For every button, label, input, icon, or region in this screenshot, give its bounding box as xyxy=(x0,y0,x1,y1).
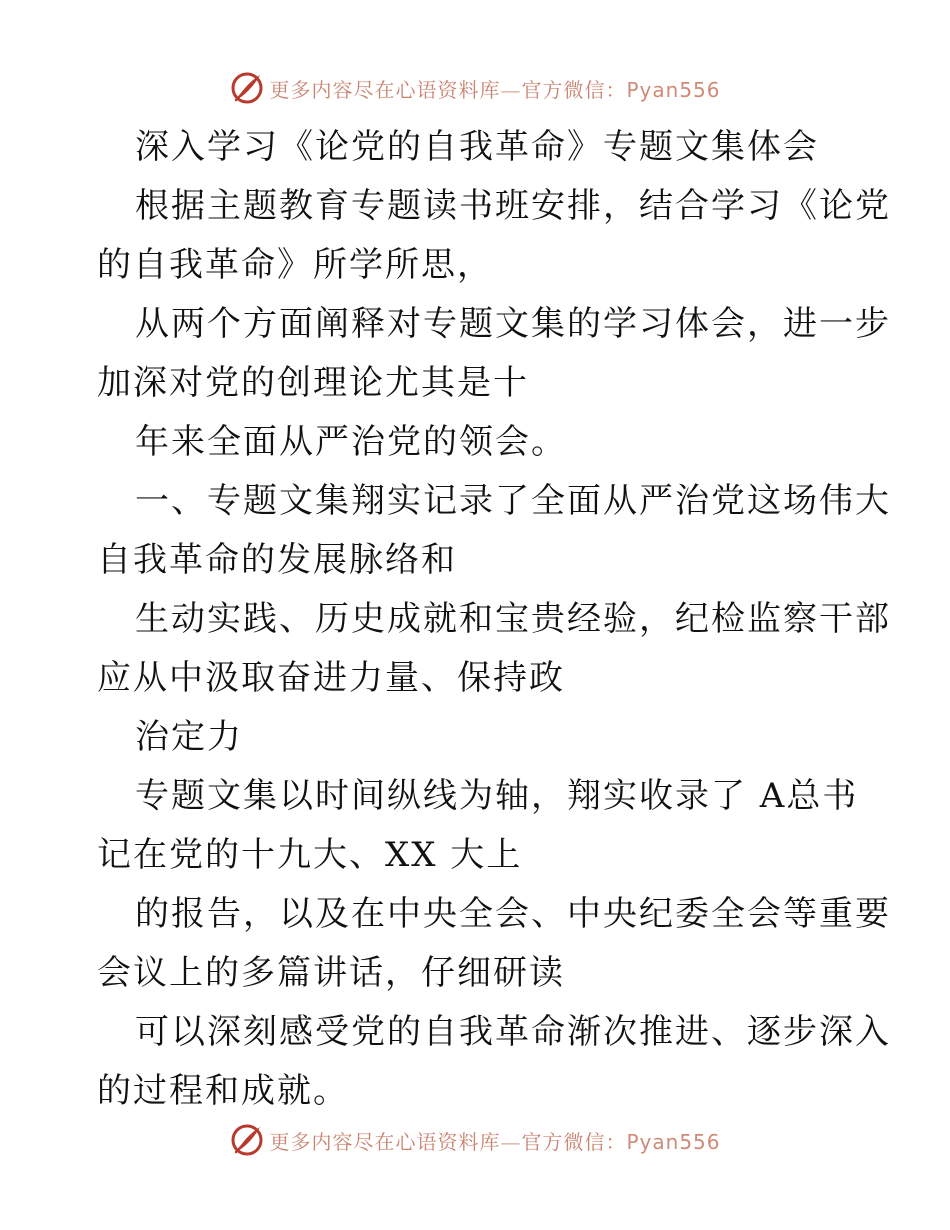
text-line: 从两个方面阐释对专题文集的学习体会，进一步 xyxy=(135,304,891,344)
text-line: 生动实践、历史成就和宝贵经验，纪检监察干部 xyxy=(135,599,891,639)
header-banner-text xyxy=(269,74,720,103)
footer-banner-text xyxy=(269,1126,720,1155)
footer-dash: — xyxy=(500,1129,522,1154)
text-line: 根据主题教育专题读书班安排，结合学习《论党 xyxy=(135,186,891,226)
header-dash: — xyxy=(500,77,522,102)
text-line: 自我革命的发展脉络和 xyxy=(97,540,457,580)
footer-contact-label: 官方微信： xyxy=(521,1129,627,1154)
text-line: 的自我革命》所学所思， xyxy=(97,245,493,285)
document-body xyxy=(97,118,891,1121)
quill-pen-logo-icon xyxy=(229,70,265,106)
footer-brand: 更多内容尽在心语资料库 xyxy=(269,1129,501,1154)
text-line: 应从中汲取奋进力量、保持政 xyxy=(97,658,565,698)
text-line: 会议上的多篇讲话，仔细研读 xyxy=(97,953,565,993)
text-line: 一、专题文集翔实记录了全面从严治党这场伟大 xyxy=(135,481,891,521)
text-line: 年来全面从严治党的领会。 xyxy=(135,422,567,462)
footer-contact-id: Pyan556 xyxy=(626,1129,721,1154)
header-contact-id: Pyan556 xyxy=(626,77,721,102)
header-brand: 更多内容尽在心语资料库 xyxy=(269,77,501,102)
header-banner xyxy=(0,68,950,108)
quill-pen-logo-icon xyxy=(229,1122,265,1158)
text-line: 加深对党的创理论尤其是十 xyxy=(97,363,529,403)
text-line: 治定力 xyxy=(135,717,243,757)
text-line: 记在党的十九大、XX 大上 xyxy=(97,835,523,875)
footer-banner xyxy=(0,1120,950,1160)
text-line: 的过程和成就。 xyxy=(97,1071,349,1111)
text-line: 专题文集以时间纵线为轴，翔实收录了 A总书 xyxy=(135,776,859,816)
text-line: 深入学习《论党的自我革命》专题文集体会 xyxy=(135,127,819,167)
header-contact-label: 官方微信： xyxy=(521,77,627,102)
text-line: 可以深刻感受党的自我革命渐次推进、逐步深入 xyxy=(135,1012,891,1052)
text-line: 的报告，以及在中央全会、中央纪委全会等重要 xyxy=(135,894,891,934)
